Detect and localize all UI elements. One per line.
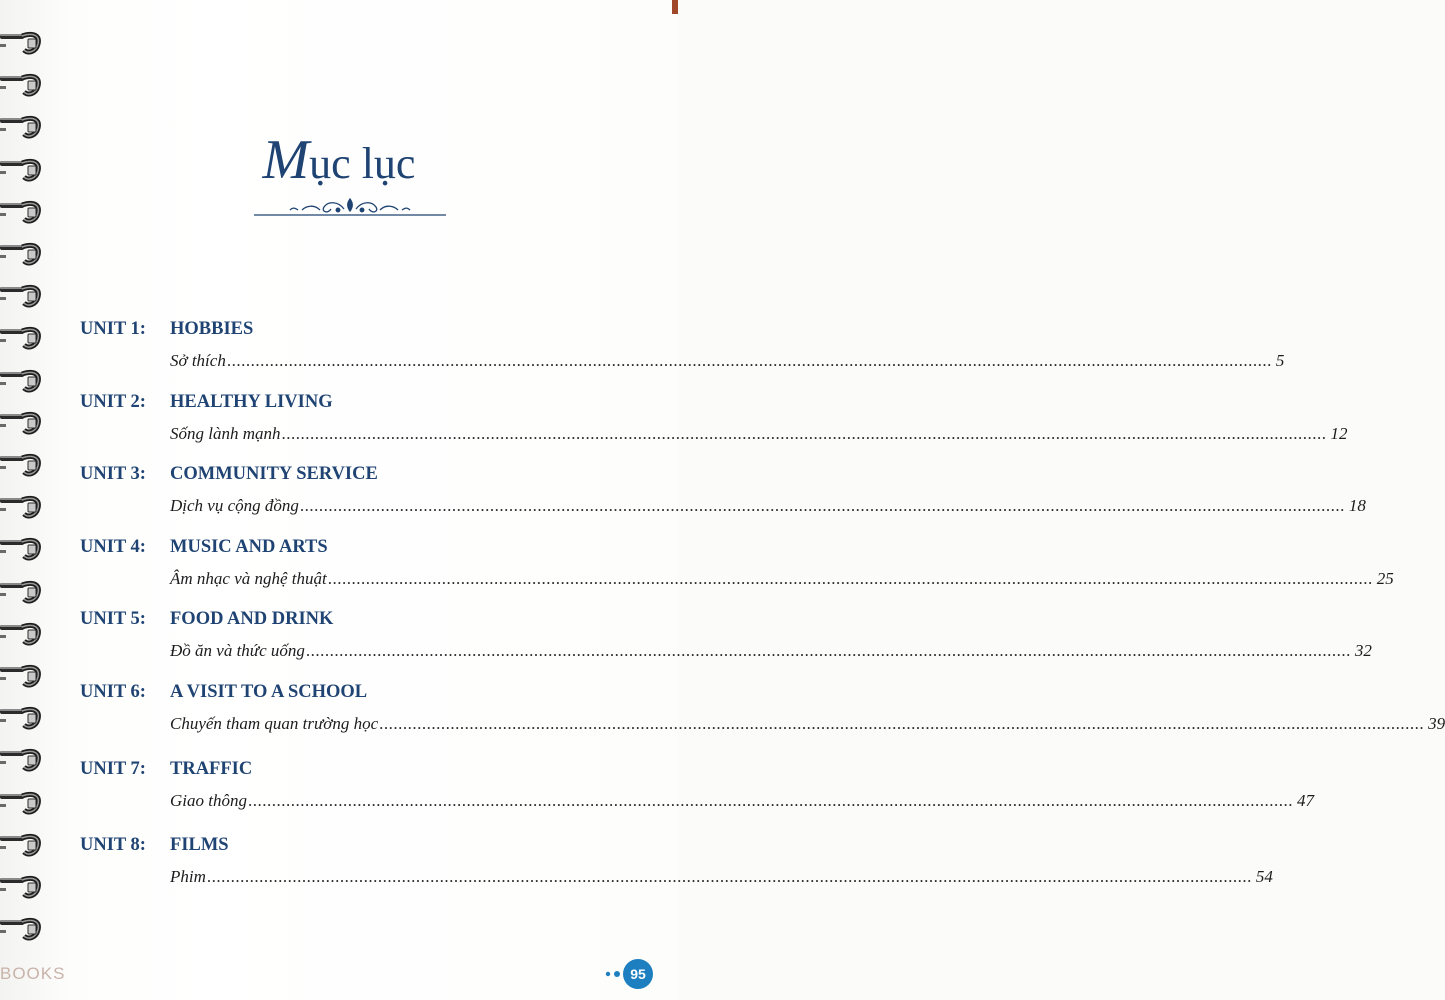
dot-leader: ............................................................................................................................................................................................................................	[247, 791, 1293, 810]
page-number: 12	[1330, 424, 1348, 443]
spiral-ring-icon	[0, 283, 52, 309]
spiral-ring-icon	[0, 832, 52, 858]
spiral-ring-icon	[0, 579, 52, 605]
toc-entry[interactable]	[80, 678, 1445, 748]
spiral-ring-icon	[0, 916, 52, 942]
unit-subtitle: Dịch vụ cộng đồng	[170, 496, 299, 515]
unit-title: FILMS	[170, 835, 229, 855]
toc-subtitle-line	[170, 565, 1394, 593]
spiral-ring-icon	[0, 368, 52, 394]
unit-subtitle: Âm nhạc và nghệ thuật	[170, 569, 327, 588]
toc-subtitle-line	[170, 863, 1273, 891]
page-number: 18	[1348, 496, 1366, 515]
toc-entry[interactable]	[80, 315, 1285, 385]
unit-subtitle: Sở thích	[170, 351, 226, 370]
spiral-ring-icon	[0, 705, 52, 731]
dot-leader: ............................................................................................................................................................................................................................	[327, 569, 1373, 588]
dot-leader: ............................................................................................................................................................................................................................	[299, 496, 1345, 515]
page-number: 5	[1275, 351, 1285, 370]
page-number: 32	[1354, 641, 1372, 660]
unit-subtitle: Phim	[170, 867, 206, 886]
unit-label: UNIT 6:	[80, 682, 146, 702]
unit-label: UNIT 3:	[80, 464, 146, 484]
unit-subtitle: Sống lành mạnh	[170, 424, 281, 443]
spiral-ring-icon	[0, 325, 52, 351]
unit-subtitle: Chuyến tham quan trường học	[170, 714, 379, 733]
unit-title: A VISIT TO A SCHOOL	[170, 682, 368, 702]
unit-title: HEALTHY LIVING	[170, 392, 333, 412]
spiral-ring-icon	[0, 621, 52, 647]
page-dots-icon	[604, 970, 624, 978]
toc-entry[interactable]	[80, 831, 1273, 901]
title-first-letter: M	[262, 129, 310, 191]
spiral-ring-icon	[0, 874, 52, 900]
toc-entry[interactable]	[80, 460, 1366, 530]
unit-label: UNIT 4:	[80, 537, 146, 557]
spiral-ring-icon	[0, 494, 52, 520]
spiral-ring-icon	[0, 410, 52, 436]
unit-title: TRAFFIC	[170, 759, 253, 779]
toc-subtitle-line	[170, 492, 1366, 520]
toc-entry[interactable]	[80, 533, 1394, 603]
page-title	[0, 130, 678, 194]
unit-subtitle: Giao thông	[170, 791, 247, 810]
toc-subtitle-line	[170, 347, 1285, 375]
spiral-ring-icon	[0, 663, 52, 689]
toc-subtitle-line	[170, 787, 1314, 815]
dot-leader: ............................................................................................................................................................................................................................	[305, 641, 1351, 660]
unit-subtitle: Đồ ăn và thức uống	[170, 641, 305, 660]
brand-fragment: BOOKS	[0, 964, 66, 983]
unit-label: UNIT 1:	[80, 319, 146, 339]
spiral-ring-icon	[0, 452, 52, 478]
unit-title: FOOD AND DRINK	[170, 609, 334, 629]
toc-subtitle-line	[170, 637, 1372, 665]
toc-subtitle-line	[170, 420, 1348, 448]
toc-entry[interactable]	[80, 388, 1348, 458]
unit-title: MUSIC AND ARTS	[170, 537, 328, 557]
cover-edge	[672, 0, 678, 14]
spiral-ring-icon	[0, 199, 52, 225]
spiral-ring-icon	[0, 536, 52, 562]
toc-subtitle-line	[170, 710, 1445, 738]
dot-leader: ............................................................................................................................................................................................................................	[206, 867, 1252, 886]
unit-label: UNIT 5:	[80, 609, 146, 629]
page-number: 25	[1376, 569, 1394, 588]
unit-label: UNIT 8:	[80, 835, 146, 855]
spiral-ring-icon	[0, 241, 52, 267]
dot-leader: ............................................................................................................................................................................................................................	[281, 424, 1327, 443]
spiral-ring-icon	[0, 72, 52, 98]
dot-leader: ............................................................................................................................................................................................................................	[379, 714, 1425, 733]
page-number: 54	[1255, 867, 1273, 886]
unit-title: HOBBIES	[170, 319, 254, 339]
unit-label: UNIT 2:	[80, 392, 146, 412]
unit-label: UNIT 7:	[80, 759, 146, 779]
toc-entry[interactable]	[80, 755, 1314, 825]
unit-title: COMMUNITY SERVICE	[170, 464, 378, 484]
spiral-ring-icon	[0, 747, 52, 773]
spiral-ring-icon	[0, 790, 52, 816]
dot-leader: ............................................................................................................................................................................................................................	[226, 351, 1272, 370]
page-number: 39	[1428, 714, 1445, 733]
spiral-ring-icon	[0, 30, 52, 56]
flourish-divider-icon	[254, 195, 446, 223]
page-number: 47	[1296, 791, 1314, 810]
page-number-badge: 95	[623, 959, 653, 989]
toc-entry[interactable]	[80, 605, 1372, 675]
title-rest: ục lục	[309, 139, 416, 188]
